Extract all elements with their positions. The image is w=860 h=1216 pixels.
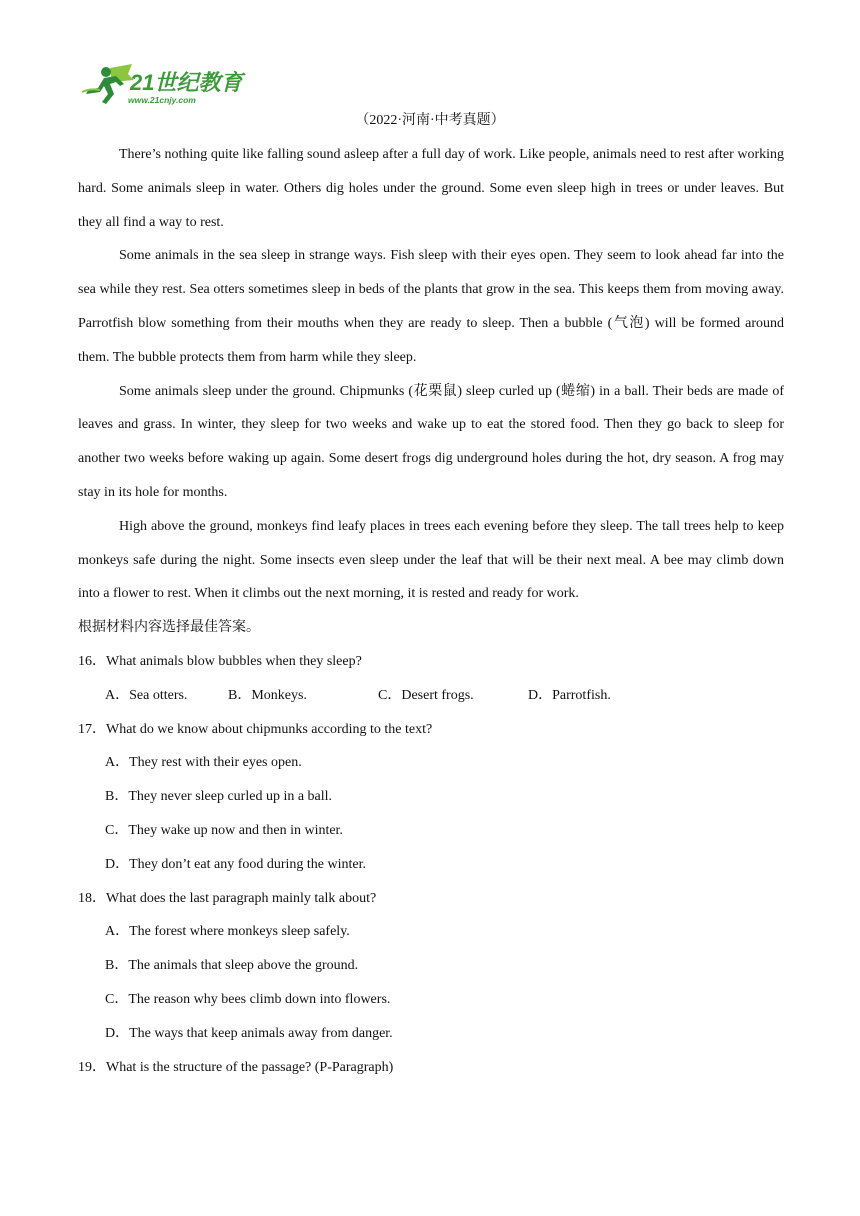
instruction: 根据材料内容选择最佳答案。 <box>78 620 260 636</box>
option-18-b[interactable]: B．The animals that sleep above the ground. <box>105 958 359 974</box>
question-19-stem: 19．What is the structure of the passage? (P-Paragraph) <box>78 1059 394 1075</box>
passage-paragraph-3: Some animals sleep under the ground. Chipmunks (花栗鼠) sleep curled up (蜷缩) in a ball. Their beds are made of leaves and grass. In winter, they sleep for two weeks and wake up to eat the stored food. Then they go back to sleep for another two weeks before waking up again. Some desert frogs dig underground holes during the hot, dry season. A frog may stay in its hole for months. <box>78 383 784 500</box>
svg-text:www.21cnjy.com: www.21cnjy.com <box>128 95 196 105</box>
option-17-b[interactable]: B．They never sleep curled up in a ball. <box>105 789 333 805</box>
article <box>78 138 784 1084</box>
option-17-c[interactable]: C．They wake up now and then in winter. <box>105 822 343 838</box>
option-17-a[interactable]: A．They rest with their eyes open. <box>105 755 302 771</box>
passage-paragraph-4: High above the ground, monkeys find leafy places in trees each evening before they sleep. The tall trees help to keep monkeys safe during the night. Some insects even sleep under the leaf that will be their next meal. A bee may climb down into a flower to rest. When it climbs out the next morning, it is rested and ready for work. <box>78 518 784 602</box>
publisher-logo <box>80 62 255 106</box>
option-18-a[interactable]: A．The forest where monkeys sleep safely. <box>105 924 350 940</box>
passage-paragraph-2: Some animals in the sea sleep in strange ways. Fish sleep with their eyes open. They seem to look ahead far into the sea while they rest. Sea otters sometimes sleep in beds of the plants that grow in the sea. This keeps them from moving away. Parrotfish blow something from their mouths when they are ready to sleep. Then a bubble (气泡) will be formed around them. The bubble protects them from harm while they sleep. <box>78 248 784 365</box>
option-18-d[interactable]: D．The ways that keep animals away from danger. <box>105 1025 393 1041</box>
question-16-options <box>105 679 784 713</box>
passage-paragraph-1: There’s nothing quite like falling sound asleep after a full day of work. Like people, animals need to rest after working hard. Some animals sleep in water. Others dig holes under the ground. Some even sleep high in trees or under leaves. But they all find a way to rest. <box>78 147 784 230</box>
svg-text:21世纪教育: 21世纪教育 <box>130 70 243 95</box>
option-18-c[interactable]: C．The reason why bees climb down into flowers. <box>105 991 391 1007</box>
option-16-d[interactable]: D．Parrotfish. <box>528 687 611 703</box>
question-16-stem: 16．What animals blow bubbles when they sleep? <box>78 653 362 669</box>
question-source: （2022·河南·中考真题） <box>355 113 505 128</box>
option-17-d[interactable]: D．They don’t eat any food during the winter. <box>105 856 367 872</box>
question-18-stem: 18．What does the last paragraph mainly talk about? <box>78 890 377 906</box>
option-16-b[interactable]: B．Monkeys. <box>228 687 307 703</box>
option-16-a[interactable]: A．Sea otters. <box>105 687 188 703</box>
runner-logo-icon <box>80 62 255 106</box>
question-17-stem: 17．What do we know about chipmunks according to the text? <box>78 721 433 737</box>
option-16-c[interactable]: C．Desert frogs. <box>378 687 474 703</box>
